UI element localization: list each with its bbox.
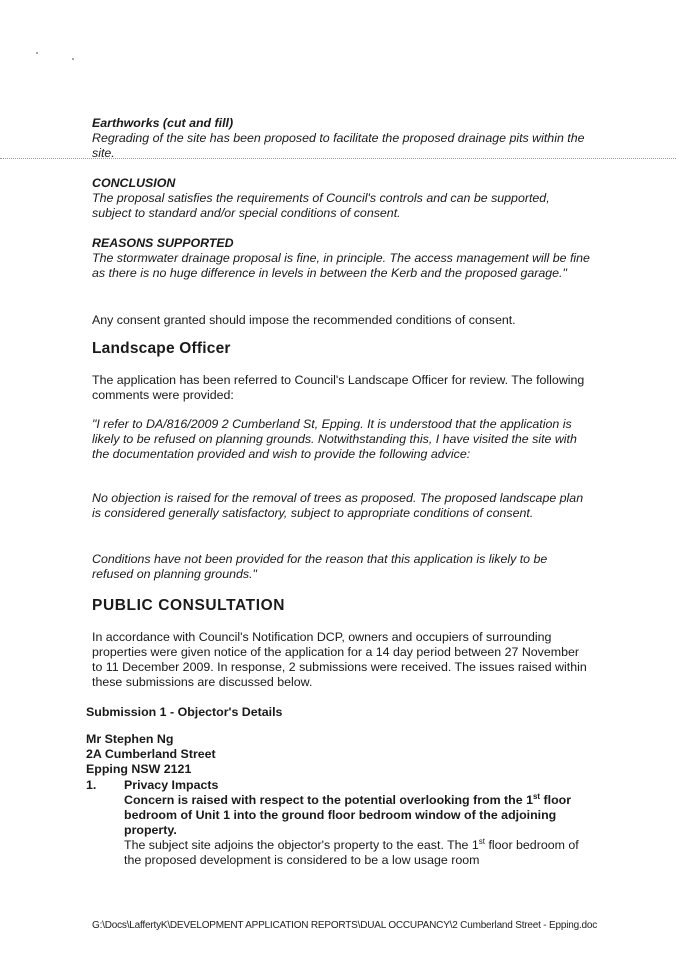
submission-heading-block: [86, 705, 586, 720]
public-consultation-heading-block: [92, 597, 592, 615]
public-consultation-heading: PUBLIC CONSULTATION: [92, 597, 286, 614]
consent-note-section: [92, 313, 592, 328]
reasons-section: [92, 236, 592, 281]
landscape-intro: The application has been referred to Council's Landscape Officer for review. The following comments were provided:: [92, 373, 585, 402]
earthworks-text: Regrading of the site has been proposed to facilitate the proposed drainage pits within the site.: [92, 131, 585, 160]
landscape-quote-3: Conditions have not been provided for the reason that this application is likely to be refused on planning grounds.": [92, 552, 548, 581]
objector-name: Mr Stephen Ng: [86, 732, 174, 746]
concern-text: Concern is raised with respect to the potential overlooking from the 1st floor bedroom of Unit 1 into the ground floor bedroom window of the adjoining property.: [124, 791, 572, 837]
scan-speck: [72, 58, 74, 60]
conclusion-text: The proposal satisfies the requirements of Council's controls and can be supported, subject to standard and/or special conditions of consent.: [92, 191, 550, 220]
landscape-quote2-block: [92, 491, 592, 521]
response-text: The subject site adjoins the objector's property to the east. The 1st floor bedroom of the proposed development is considered to be a low usage room: [124, 836, 579, 867]
landscape-heading: Landscape Officer: [92, 340, 231, 357]
landscape-quote1-block: [92, 417, 592, 462]
conclusion-heading: CONCLUSION: [92, 176, 176, 190]
landscape-quote3-block: [92, 552, 592, 582]
item-title: Privacy Impacts: [124, 778, 219, 792]
objector-suburb: Epping NSW 2121: [86, 762, 192, 776]
earthworks-heading: Earthworks (cut and fill): [92, 116, 234, 130]
file-path-footer: G:\Docs\LaffertyK\DEVELOPMENT APPLICATION REPORTS\DUAL OCCUPANCY\2 Cumberland Street - Epping.doc: [92, 920, 598, 931]
landscape-quote-1: "I refer to DA/816/2009 2 Cumberland St, Epping. It is understood that the application is likely to be refused on planning grounds. Notwithstanding this, I have visited the site with the documentation provided and wish to provide the following advice:: [92, 417, 577, 461]
item-number: 1.: [86, 778, 97, 792]
public-consultation-text-block: [92, 630, 592, 690]
landscape-quote-2: No objection is raised for the removal of trees as proposed. The proposed landscape plan is considered generally satisfactory, subject to appropriate conditions of consent.: [92, 491, 584, 520]
consent-note: Any consent granted should impose the recommended conditions of consent.: [92, 313, 516, 327]
submission-heading: Submission 1 - Objector's Details: [86, 705, 283, 719]
landscape-heading-block: [92, 340, 592, 358]
conclusion-section: [92, 176, 592, 221]
objector-street: 2A Cumberland Street: [86, 747, 216, 761]
scan-speck: [36, 52, 38, 54]
landscape-intro-block: [92, 373, 592, 403]
reasons-heading: REASONS SUPPORTED: [92, 236, 234, 250]
objector-address: [86, 732, 586, 777]
reasons-text: The stormwater drainage proposal is fine, in principle. The access management will be fine as there is no huge difference in levels in between the Kerb and the proposed garage.": [92, 251, 590, 280]
public-consultation-text: In accordance with Council's Notification DCP, owners and occupiers of surrounding properties were given notice of the application for a 14 day period between 27 November to 11 December 2009. In response, 2 submissions were received. The issues raised within these submissions are discussed below.: [92, 630, 587, 689]
earthworks-section: [92, 116, 592, 161]
